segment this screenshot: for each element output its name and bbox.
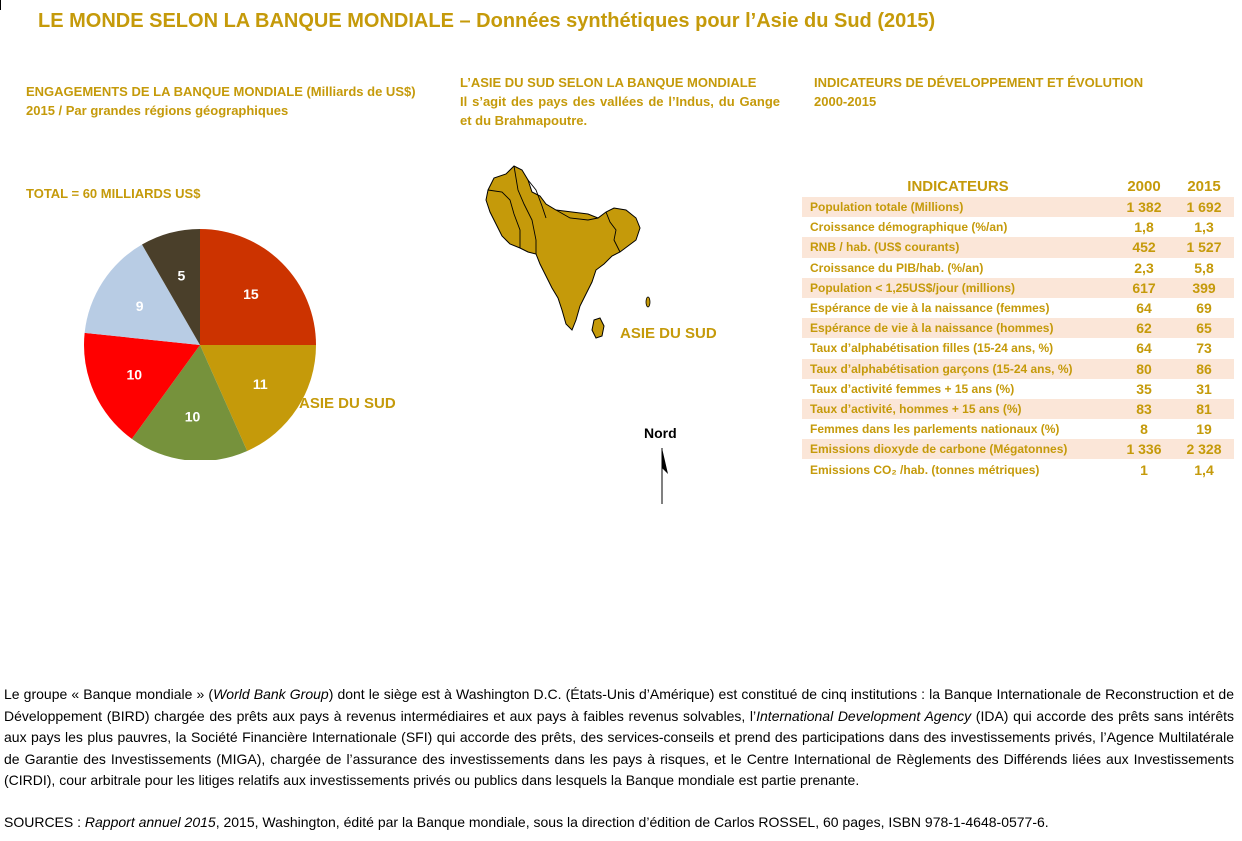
table-row bbox=[802, 399, 1234, 419]
indicator-value-2015: 399 bbox=[1174, 278, 1234, 298]
pie-heading bbox=[26, 82, 446, 120]
map-sri-lanka bbox=[592, 318, 604, 338]
indicator-value-2000: 83 bbox=[1114, 399, 1174, 419]
indicator-label: Femmes dans les parlements nationaux (%) bbox=[810, 422, 1060, 437]
indicators-col-2000: 2000 bbox=[1127, 178, 1161, 195]
map-land bbox=[486, 166, 640, 330]
page-title: LE MONDE SELON LA BANQUE MONDIALE – Données synthétiques pour l’Asie du Sud (2015) bbox=[38, 10, 936, 32]
pie-total: TOTAL = 60 MILLIARDS US$ bbox=[26, 186, 201, 201]
table-row bbox=[802, 197, 1234, 217]
indicator-value-2015: 86 bbox=[1174, 359, 1234, 379]
table-row bbox=[802, 217, 1234, 237]
pie-value-label-1: 11 bbox=[252, 376, 268, 393]
indicator-value-2000: 35 bbox=[1136, 380, 1152, 397]
pie-value-label-4: 9 bbox=[135, 297, 144, 314]
indicators-col-2015: 2015 bbox=[1187, 178, 1221, 195]
footer-wbg: World Bank Group bbox=[213, 686, 329, 702]
footer-part: (CIRDI), cour arbitrale pour les litiges relatifs aux investissements privés ou publics dans lesquels la Banque mondiale est partie prenante. bbox=[4, 772, 860, 788]
indicator-value-2015: 2 328 bbox=[1174, 439, 1234, 459]
sources-line bbox=[4, 814, 1049, 830]
indicators-heading bbox=[814, 73, 1194, 111]
footer-part: Le groupe « Banque mondiale » ( bbox=[4, 686, 214, 702]
indicator-value-2000: 2,3 bbox=[1134, 259, 1154, 276]
pie-chart bbox=[70, 220, 410, 460]
footer-ida: International Development Agency bbox=[756, 707, 972, 724]
pie-heading-line1: ENGAGEMENTS DE LA BANQUE MONDIALE (Milliards de US$) bbox=[26, 84, 416, 99]
indicator-value-2015: 65 bbox=[1174, 318, 1234, 338]
sources-title: Rapport annuel 2015 bbox=[84, 814, 216, 830]
indicator-value-2015: 69 bbox=[1196, 300, 1212, 317]
indicator-value-2015: 81 bbox=[1174, 399, 1234, 419]
corner-mark bbox=[0, 0, 1, 10]
indicator-label: Taux d’alphabétisation garçons (15-24 ans, %) bbox=[802, 359, 1114, 379]
map-heading-title: L’ASIE DU SUD SELON LA BANQUE MONDIALE bbox=[460, 75, 757, 90]
table-row bbox=[802, 379, 1234, 399]
table-row bbox=[802, 459, 1234, 479]
footer-part: (SFI) qui accorde des prêts, des services-conseils et prend des participations dans des investissements privés, l’ bbox=[396, 729, 1107, 745]
table-row bbox=[802, 237, 1234, 257]
sources-rest: , 2015, Washington, édité par la Banque mondiale, sous la direction d’édition de Carlos ROSSEL, 60 pages, ISBN 978-1-4648-0577-6. bbox=[215, 814, 1049, 830]
indicator-value-2000: 62 bbox=[1114, 318, 1174, 338]
footer-part: (BIRD) chargée des prêts aux pays à revenus intermédiaires et aux pays à faibles revenus solvables, l’ bbox=[102, 707, 757, 724]
pie-value-label-0: 15 bbox=[243, 286, 259, 303]
indicators-header-row bbox=[802, 177, 1234, 197]
indicator-value-2000: 80 bbox=[1114, 359, 1174, 379]
indicator-value-2015: 1 527 bbox=[1174, 237, 1234, 257]
indicator-value-2000: 1,8 bbox=[1134, 219, 1154, 236]
indicator-value-2000: 1 382 bbox=[1114, 197, 1174, 217]
indicator-label: Taux d’activité femmes + 15 ans (%) bbox=[810, 381, 1015, 396]
indicator-label: Croissance démographique (%/an) bbox=[810, 220, 1008, 235]
indicator-label: Population totale (Millions) bbox=[802, 197, 1114, 217]
indicator-value-2015: 19 bbox=[1196, 421, 1212, 438]
indicator-value-2000: 1 bbox=[1140, 461, 1148, 478]
pie-value-label-2: 10 bbox=[184, 408, 201, 425]
indicator-value-2000: 617 bbox=[1114, 278, 1174, 298]
pie-slices bbox=[84, 229, 316, 460]
indicator-label: Taux d’activité, hommes + 15 ans (%) bbox=[802, 399, 1114, 419]
table-row bbox=[802, 258, 1234, 278]
indicator-label: Espérance de vie à la naissance (hommes) bbox=[802, 318, 1114, 338]
pie-heading-line2: 2015 / Par grandes régions géographiques bbox=[26, 103, 289, 118]
indicator-value-2015: 1,3 bbox=[1194, 219, 1214, 236]
indicator-label: RNB / hab. (US$ courants) bbox=[802, 237, 1114, 257]
pie-series-label-asie-du-sud: ASIE DU SUD bbox=[299, 395, 396, 412]
indicator-label: Population < 1,25US$/jour (millions) bbox=[802, 278, 1114, 298]
map-label: ASIE DU SUD bbox=[620, 325, 717, 342]
pie-value-label-3: 10 bbox=[126, 366, 143, 383]
table-row bbox=[802, 439, 1234, 459]
indicator-value-2015: 31 bbox=[1196, 380, 1212, 397]
north-arrow-icon bbox=[652, 444, 672, 508]
indicator-value-2000: 64 bbox=[1136, 340, 1152, 357]
pie-value-label-5: 5 bbox=[177, 267, 186, 284]
footer-part: ) dont le siège est à Washington D.C. (États-Unis d’Amérique) est constitué de cinq institutions : la bbox=[328, 686, 945, 702]
map-maldives bbox=[646, 297, 650, 307]
indicator-label: Emissions CO₂ /hab. (tonnes métriques) bbox=[810, 462, 1040, 477]
footer-text bbox=[4, 684, 1234, 792]
footer-part: (MIGA), chargée de l’assurance des investissements dans les pays à risques, et le bbox=[211, 750, 747, 767]
indicator-label: Espérance de vie à la naissance (femmes) bbox=[810, 301, 1050, 316]
south-asia-map bbox=[480, 160, 670, 350]
indicator-label: Taux d’alphabétisation filles (15-24 ans, %) bbox=[810, 341, 1054, 356]
table-row bbox=[802, 318, 1234, 338]
map-heading bbox=[460, 73, 780, 130]
indicator-value-2000: 452 bbox=[1114, 237, 1174, 257]
sources-lead: SOURCES : bbox=[4, 814, 85, 830]
table-row bbox=[802, 359, 1234, 379]
table-row bbox=[802, 298, 1234, 318]
footer-miga: Agence Multilatérale de Garantie des Investissements bbox=[4, 729, 1235, 767]
map-description: Il s’agit des pays des vallées de l’Indus, du Gange et du Brahmapoutre. bbox=[460, 94, 780, 128]
indicator-value-2000: 8 bbox=[1140, 421, 1148, 438]
indicator-value-2015: 5,8 bbox=[1194, 259, 1214, 276]
north-label: Nord bbox=[644, 425, 677, 441]
table-row bbox=[802, 278, 1234, 298]
footer-part: (IDA) qui accorde des prêts sans intérêts aux pays les plus pauvres, la bbox=[4, 707, 1234, 745]
table-row bbox=[802, 338, 1234, 358]
indicator-label: Croissance du PIB/hab. (%/an) bbox=[810, 260, 984, 275]
indicators-table bbox=[802, 177, 1234, 480]
footer-bird: Banque Internationale de Reconstruction et de Développement bbox=[4, 686, 1234, 724]
indicator-value-2000: 1 336 bbox=[1114, 439, 1174, 459]
footer-cirdi: Centre International de Règlements des Différends liées aux Investissements bbox=[746, 750, 1234, 767]
indicators-col-label: INDICATEURS bbox=[907, 178, 1009, 195]
indicator-value-2015: 1,4 bbox=[1194, 461, 1214, 478]
table-row bbox=[802, 419, 1234, 439]
indicator-label: Emissions dioxyde de carbone (Mégatonnes) bbox=[802, 439, 1114, 459]
indicator-value-2000: 64 bbox=[1136, 300, 1152, 317]
indicator-value-2015: 1 692 bbox=[1174, 197, 1234, 217]
indicators-heading-line2: 2000-2015 bbox=[814, 94, 877, 109]
indicators-heading-line1: INDICATEURS DE DÉVELOPPEMENT ET ÉVOLUTION bbox=[814, 75, 1144, 90]
footer-sfi: Société Financière Internationale bbox=[190, 729, 397, 745]
indicator-value-2015: 73 bbox=[1196, 340, 1212, 357]
